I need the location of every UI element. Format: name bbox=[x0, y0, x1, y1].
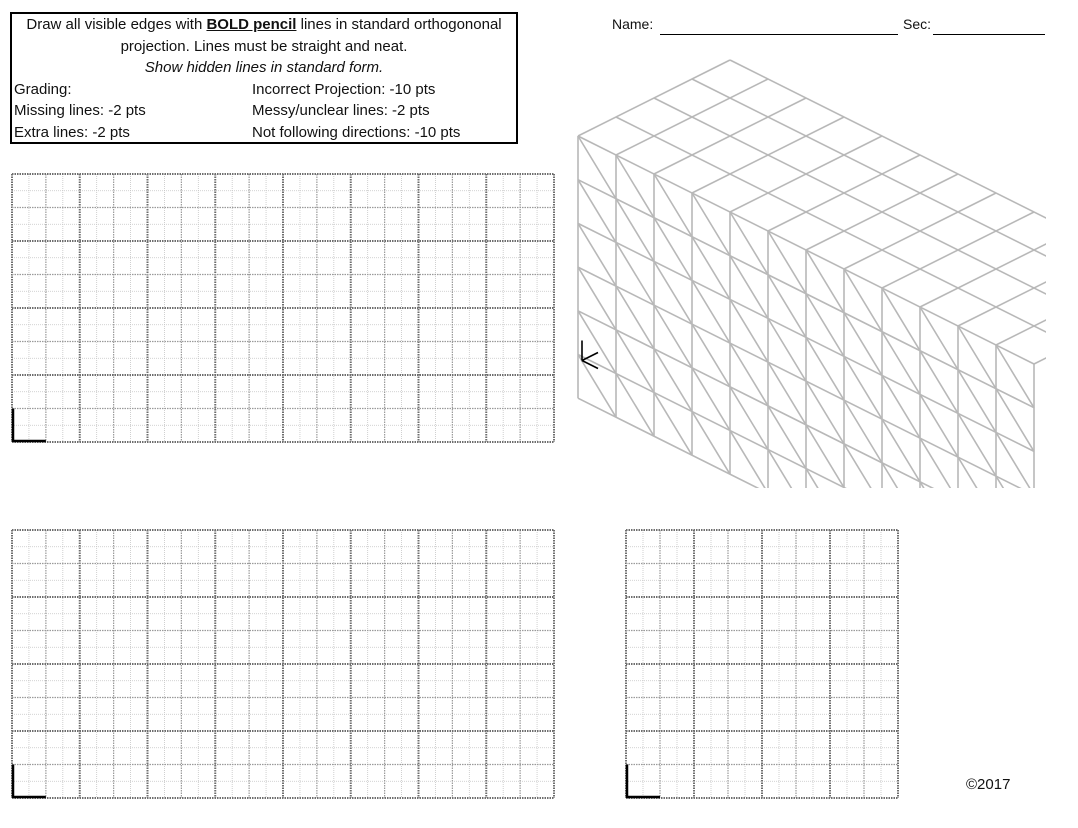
iso-diagonal-line bbox=[654, 98, 1046, 326]
orthographic-grid-bottom-left[interactable] bbox=[10, 528, 556, 800]
grading-row-header bbox=[12, 79, 516, 101]
grading-item-left: Missing lines: -2 pts bbox=[14, 102, 146, 119]
name-field[interactable] bbox=[660, 34, 898, 35]
iso-diagonal-line bbox=[692, 79, 1046, 307]
instruction-line-3: Show hidden lines in standard form. bbox=[144, 59, 384, 76]
instruction-line-1-prefix: Draw all visible edges with bbox=[26, 16, 207, 33]
name-label: Name: bbox=[612, 16, 654, 32]
iso-diagonal-line bbox=[958, 250, 1046, 326]
grading-row bbox=[12, 122, 516, 144]
grading-item-right: Not following directions: -10 pts bbox=[252, 123, 461, 141]
grading-row bbox=[12, 100, 516, 122]
instructions-box bbox=[10, 12, 518, 144]
grading-incorrect-projection: Incorrect Projection: -10 pts bbox=[252, 80, 436, 98]
sec-label: Sec: bbox=[903, 16, 932, 32]
iso-diagonal-line bbox=[920, 231, 1046, 307]
isometric-grid[interactable] bbox=[574, 46, 1046, 488]
instruction-line-2: projection. Lines must be straight and neat. bbox=[120, 37, 408, 55]
iso-diagonal-line bbox=[996, 269, 1046, 345]
iso-diagonal-line bbox=[1034, 288, 1046, 364]
iso-axis-right bbox=[582, 353, 598, 361]
copyright-text: ©2017 bbox=[966, 776, 1011, 793]
grading-label: Grading: bbox=[14, 80, 72, 98]
iso-cross-line bbox=[578, 180, 768, 488]
grading-item-right: Messy/unclear lines: -2 pts bbox=[252, 102, 430, 119]
orthographic-grid-bottom-right[interactable] bbox=[624, 528, 900, 800]
instruction-line-1 bbox=[12, 14, 516, 36]
orthographic-grid-top-left[interactable] bbox=[10, 172, 556, 444]
grading-item-left: Extra lines: -2 pts bbox=[14, 123, 130, 141]
sec-field[interactable] bbox=[933, 34, 1045, 35]
instruction-line-1-suffix: lines in standard orthogononal bbox=[296, 16, 502, 33]
bold-pencil-emphasis: BOLD pencil bbox=[206, 16, 297, 33]
